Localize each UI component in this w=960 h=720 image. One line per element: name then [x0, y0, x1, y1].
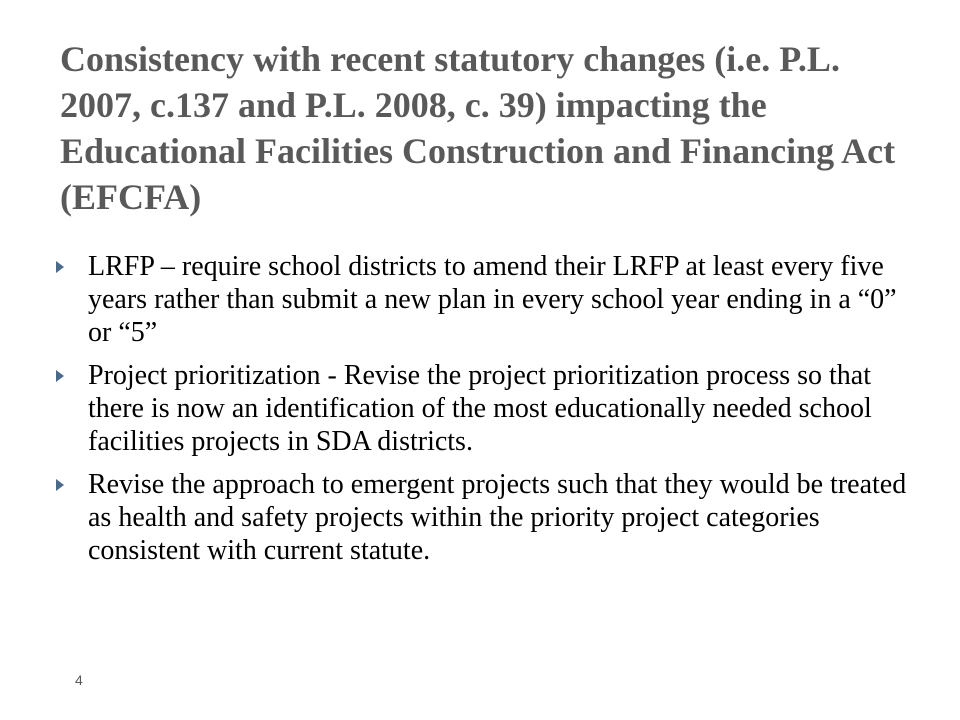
triangle-right-icon [56, 370, 64, 382]
bullet-text: LRFP – require school districts to amend their LRFP at least every five years rather than submit a new plan in every school year ending in a “0” or “5” [88, 251, 897, 348]
slide-title: Consistency with recent statutory changes (i.e. P.L. 2007, c.137 and P.L. 2008, c. 39) impacting the Educational Facilities Construction and Financing Act (EFCFA) [60, 39, 896, 217]
page-number: 4 [75, 672, 83, 688]
bullet-item [52, 250, 912, 349]
bullet-text: Project prioritization - Revise the project prioritization process so that there is now an identification of the most educationally needed school facilities projects in SDA districts. [88, 360, 872, 457]
triangle-right-icon [56, 261, 64, 273]
bullet-text: Revise the approach to emergent projects such that they would be treated as health and safety projects within the priority project categories consistent with current statute. [88, 469, 907, 566]
triangle-right-icon [56, 479, 64, 491]
bullet-item [52, 468, 912, 567]
bullet-list [52, 250, 912, 577]
bullet-item [52, 359, 912, 458]
